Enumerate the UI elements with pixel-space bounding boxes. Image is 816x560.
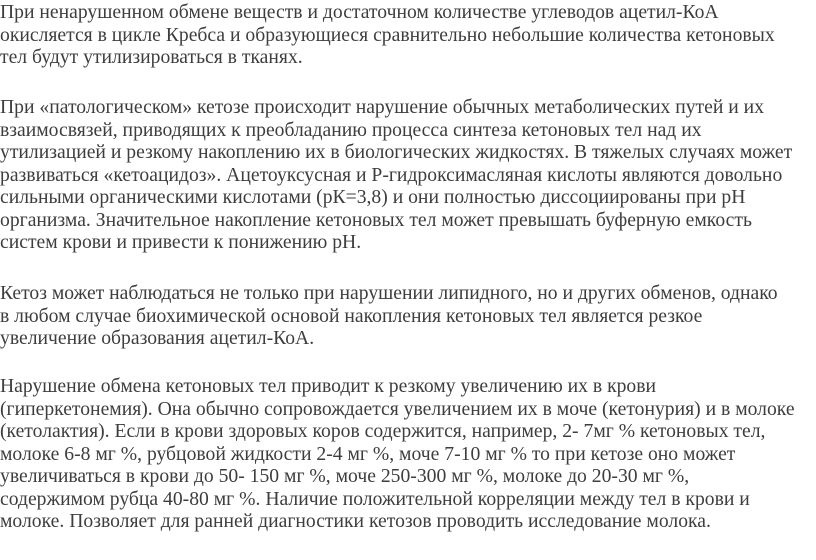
text-line: При ненарушенном обмене веществ и достаточном количестве углеводов ацетил-КоА — [0, 1, 719, 23]
text-line: организма. Значительное накопление кетоновых тел может превышать буферную емкость — [0, 208, 752, 231]
text-line: увеличение образования ацетил-КоА. — [0, 327, 315, 349]
text-line: (кетолактия). Если в крови здоровых коров содержится, например, 2- 7мг % кетоновых тел, — [0, 420, 766, 442]
text-line: тел будут утилизироваться в тканях. — [0, 46, 303, 68]
text-line: Нарушение обмена кетоновых тел приводит к резкому увеличению их в крови — [0, 375, 657, 397]
text-line: окисляется в цикле Кребса и образующиеся сравнительно небольшие количества кетоновых — [0, 23, 775, 46]
text-line: молоке. Позволяет для ранней диагностики кетозов проводить исследование молока. — [0, 510, 711, 532]
text-line: утилизацией и резкому накоплению их в биологических жидкостях. В тяжелых случаях может — [0, 141, 793, 163]
text-line: содержимом рубца 40-80 мг %. Наличие положительной корреляции между тел в крови и — [0, 487, 750, 510]
paragraph-pathological-ketosis — [0, 96, 816, 254]
text-line: систем крови и привести к понижению рН. — [0, 231, 362, 253]
text-line: При «патологическом» кетозе происходит нарушение обычных метаболических путей и их — [0, 96, 765, 118]
paragraph-ketosis-causes — [0, 282, 816, 350]
text-line: взаимосвязей, приводящих к преобладанию процесса синтеза кетоновых тел над их — [0, 118, 702, 141]
text-line: развиваться «кетоацидоз». Ацетоуксусная и Р-гидроксимасляная кислоты являются довольно — [0, 163, 783, 186]
text-line: сильными органическими кислотами (рК=3,8) и они полностью диссоциированы при рН — [0, 186, 746, 208]
text-line: увеличиваться в крови до 50- 150 мг %, моче 250-300 мг %, молоке до 20-30 мг %, — [0, 465, 690, 487]
paragraph-ketone-metabolism-disorder — [0, 375, 816, 533]
text-line: Кетоз может наблюдаться не только при нарушении липидного, но и других обменов, однако — [0, 282, 778, 304]
text-line: (гиперкетонемия). Она обычно сопровождается увеличением их в моче (кетонурия) и в молоке — [0, 397, 795, 420]
paragraph-normal-metabolism — [0, 1, 816, 69]
text-line: в любом случае биохимической основой накопления кетоновых тел является резкое — [0, 304, 703, 327]
text-line: молоке 6-8 мг %, рубцовой жидкости 2-4 мг %, моче 7-10 мг % то при кетозе оно может — [0, 442, 736, 465]
